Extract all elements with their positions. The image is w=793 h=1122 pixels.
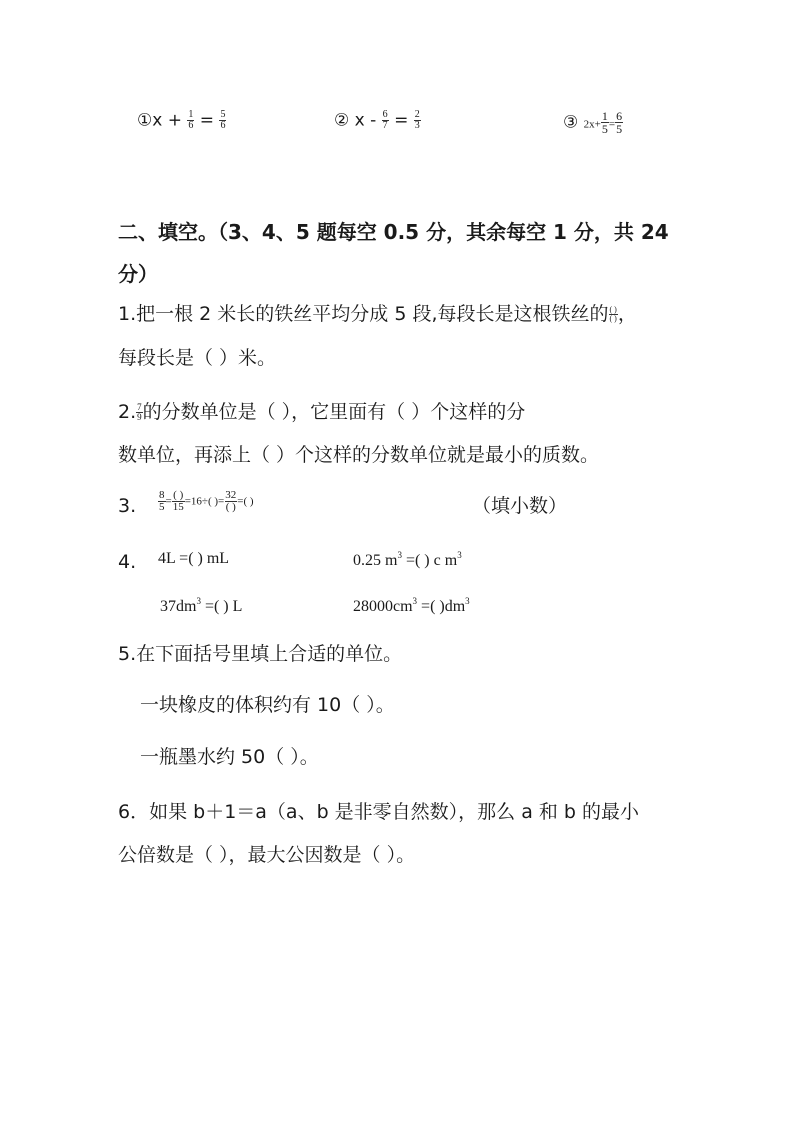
equation-2-fraction-b — [414, 110, 421, 131]
question-6-line-1: 6．如果 b＋1＝a（a、b 是非零自然数），那么 a 和 b 的最小 — [118, 801, 640, 823]
question-4-number: 4. — [118, 551, 137, 573]
question-4-item-d — [353, 596, 470, 616]
equation-3-2x: 2x+ — [583, 118, 601, 131]
numerator: 32 — [225, 489, 237, 501]
denominator: 5 — [159, 501, 165, 513]
equals-sign: = — [394, 110, 409, 131]
question-1-comma: ， — [617, 303, 637, 325]
question-3-fraction-3 — [224, 490, 237, 513]
numerator: ( ) — [173, 489, 184, 501]
equals-sign: = — [608, 118, 616, 131]
superscript: 3 — [196, 596, 201, 606]
question-2-line-1 — [118, 400, 525, 424]
item-c-prefix: 37dm — [160, 598, 197, 615]
denominator: ( ) — [609, 314, 617, 323]
equation-2-x: x - — [354, 110, 377, 131]
question-4-item-b — [353, 550, 462, 570]
question-4-item-c — [160, 596, 242, 616]
question-5-item-b: 一瓶墨水约 50（ ）。 — [140, 746, 319, 768]
numerator: 5 — [220, 109, 226, 120]
denominator: 9 — [137, 412, 142, 422]
equation-2 — [334, 110, 421, 131]
equation-2-fraction-a — [382, 110, 389, 131]
equation-1-fraction-b — [219, 110, 226, 131]
numerator: 6 — [382, 109, 388, 120]
superscript: 3 — [412, 596, 418, 606]
superscript: 3 — [465, 596, 470, 606]
question-1-line-2: 每段长是（ ）米。 — [118, 347, 277, 369]
denominator: 15 — [172, 501, 184, 513]
question-3-note: （填小数） — [472, 495, 568, 517]
question-3-middle: =16÷( )= — [184, 495, 225, 508]
numerator: 7 — [137, 402, 142, 412]
item-b-prefix: 0.25 m — [353, 552, 398, 569]
denominator: 7 — [382, 120, 388, 131]
question-2-line-2: 数单位，再添上（ ）个这样的分数单位就是最小的质数。 — [118, 444, 600, 466]
question-1-fraction-blank — [609, 306, 618, 323]
denominator: 6 — [188, 120, 194, 131]
item-d-suffix: =( )dm — [417, 598, 466, 615]
superscript: 3 — [397, 550, 402, 560]
numerator: ( ) — [609, 305, 617, 314]
equation-3-fraction-a — [601, 110, 609, 135]
circle-two-mark: ② — [334, 110, 350, 131]
numerator: 2 — [414, 109, 420, 120]
question-3-fraction-2 — [172, 490, 185, 513]
question-1-text: 1.把一根 2 米长的铁丝平均分成 5 段,每段长是这根铁丝的 — [118, 303, 609, 325]
item-b-suffix: =( ) c m — [401, 552, 458, 569]
superscript: 3 — [457, 550, 462, 560]
equation-1 — [137, 110, 226, 131]
item-d-prefix: 28000cm — [353, 598, 413, 615]
question-3-number: 3. — [118, 495, 137, 517]
question-3-expression — [158, 490, 254, 513]
circle-one-mark: ① — [137, 110, 153, 131]
section-2-heading-line-2: 分） — [118, 262, 158, 286]
equation-1-x: x + — [152, 110, 182, 131]
numerator: 6 — [616, 109, 623, 123]
numerator: 8 — [159, 489, 165, 501]
numerator: 1 — [601, 109, 608, 123]
question-4-item-a: 4L =( ) mL — [158, 550, 230, 567]
question-2-text: 的分数单位是（ ），它里面有（ ）个这样的分 — [142, 401, 526, 423]
equation-3 — [563, 110, 623, 135]
question-3-end: =( ) — [237, 495, 254, 508]
denominator: 5 — [616, 122, 623, 136]
question-1-line-1 — [118, 302, 637, 326]
equation-3-fraction-b — [615, 110, 623, 135]
equation-1-fraction-a — [187, 110, 194, 131]
denominator: ( ) — [225, 501, 236, 513]
denominator: 6 — [220, 120, 226, 131]
equals-sign: = — [199, 110, 215, 131]
circle-three-mark: ③ — [563, 112, 579, 133]
question-5-item-a: 一块橡皮的体积约有 10（ ）。 — [140, 694, 395, 716]
numerator: 1 — [188, 109, 194, 120]
question-5-title: 5.在下面括号里填上合适的单位。 — [118, 643, 403, 665]
question-6-line-2: 公倍数是（ ），最大公因数是（ ）。 — [118, 844, 416, 866]
item-c-suffix: =( ) L — [200, 598, 243, 615]
denominator: 5 — [601, 122, 608, 136]
section-2-heading-line-1: 二、填空。（3、4、5 题每空 0.5 分，其余每空 1 分，共 24 — [118, 220, 669, 244]
question-2-number: 2. — [118, 401, 137, 423]
equals-sign: = — [165, 495, 172, 508]
denominator: 3 — [414, 120, 420, 131]
question-3-fraction-1 — [158, 490, 166, 513]
